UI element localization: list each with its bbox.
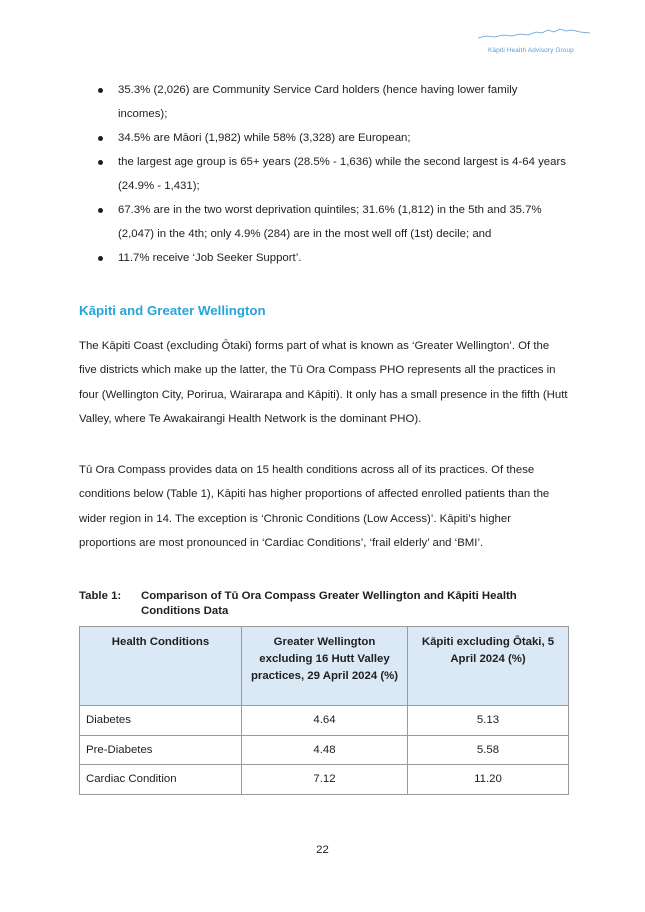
table-cell: Diabetes [80,706,242,736]
table-caption-text: Comparison of Tū Ora Compass Greater Wellington and Kāpiti Health Conditions Data [141,590,517,617]
table-header-cell: Health Conditions [80,627,242,706]
paragraph: The Kāpiti Coast (excluding Ōtaki) forms part of what is known as ‘Greater Wellington’. Of the five districts which make up the latter, the Tū Ora Compass PHO represents all the practices in four (Wellington City, Porirua, Wairarapa and Kāpiti). It only has a small presence in the fifth (Hutt Valley, where Te Awakairangi Health Network is the dominant PHO). [79,340,568,426]
table-cell: 7.12 [242,765,408,795]
bullet-item: 34.5% are Māori (1,982) while 58% (3,328) are European; [97,126,567,150]
table-cell: Pre-Diabetes [80,735,242,765]
table-row [80,735,569,765]
logo-text: Kāpiti Health Advisory Group [488,47,574,54]
table-cell: Cardiac Condition [80,765,242,795]
health-conditions-table [79,626,569,795]
bullet-item: 11.7% receive ‘Job Seeker Support’. [97,246,567,270]
bullet-list [97,78,567,270]
header-logo [478,24,590,60]
table-cell: 4.64 [242,706,408,736]
bullet-item: 67.3% are in the two worst deprivation quintiles; 31.6% (1,812) in the 5th and 35.7% (2,047) in the 4th; only 4.9% (284) are in the most well off (1st) decile; and [97,198,567,246]
bullet-item: 35.3% (2,026) are Community Service Card holders (hence having lower family incomes); [97,78,567,126]
paragraph: Tū Ora Compass provides data on 15 health conditions across all of its practices. Of these conditions below (Table 1), Kāpiti has higher proportions of affected enrolled patients than the wider region in 14. The exception is ‘Chronic Conditions (Low Access)’. Kāpiti’s higher proportions are most pronounced in ‘Cardiac Conditions’, ‘frail elderly’ and ‘BMI’. [79,464,550,550]
table-cell: 5.13 [408,706,569,736]
page-number: 22 [316,844,329,856]
table-row [80,765,569,795]
table-caption-label: Table 1: [79,590,122,602]
table-header-row [80,627,569,706]
table-row [80,706,569,736]
section-heading: Kāpiti and Greater Wellington [79,303,266,318]
table-caption [79,589,569,619]
table-header-cell: Greater Wellington excluding 16 Hutt Valley practices, 29 April 2024 (%) [242,627,408,706]
table-cell: 5.58 [408,735,569,765]
table-cell: 4.48 [242,735,408,765]
mountain-line-logo-icon [478,24,590,46]
bullet-item: the largest age group is 65+ years (28.5% - 1,636) while the second largest is 4-64 years (24.9% - 1,431); [97,150,567,198]
table-cell: 11.20 [408,765,569,795]
table-header-cell: Kāpiti excluding Ōtaki, 5 April 2024 (%) [408,627,569,706]
